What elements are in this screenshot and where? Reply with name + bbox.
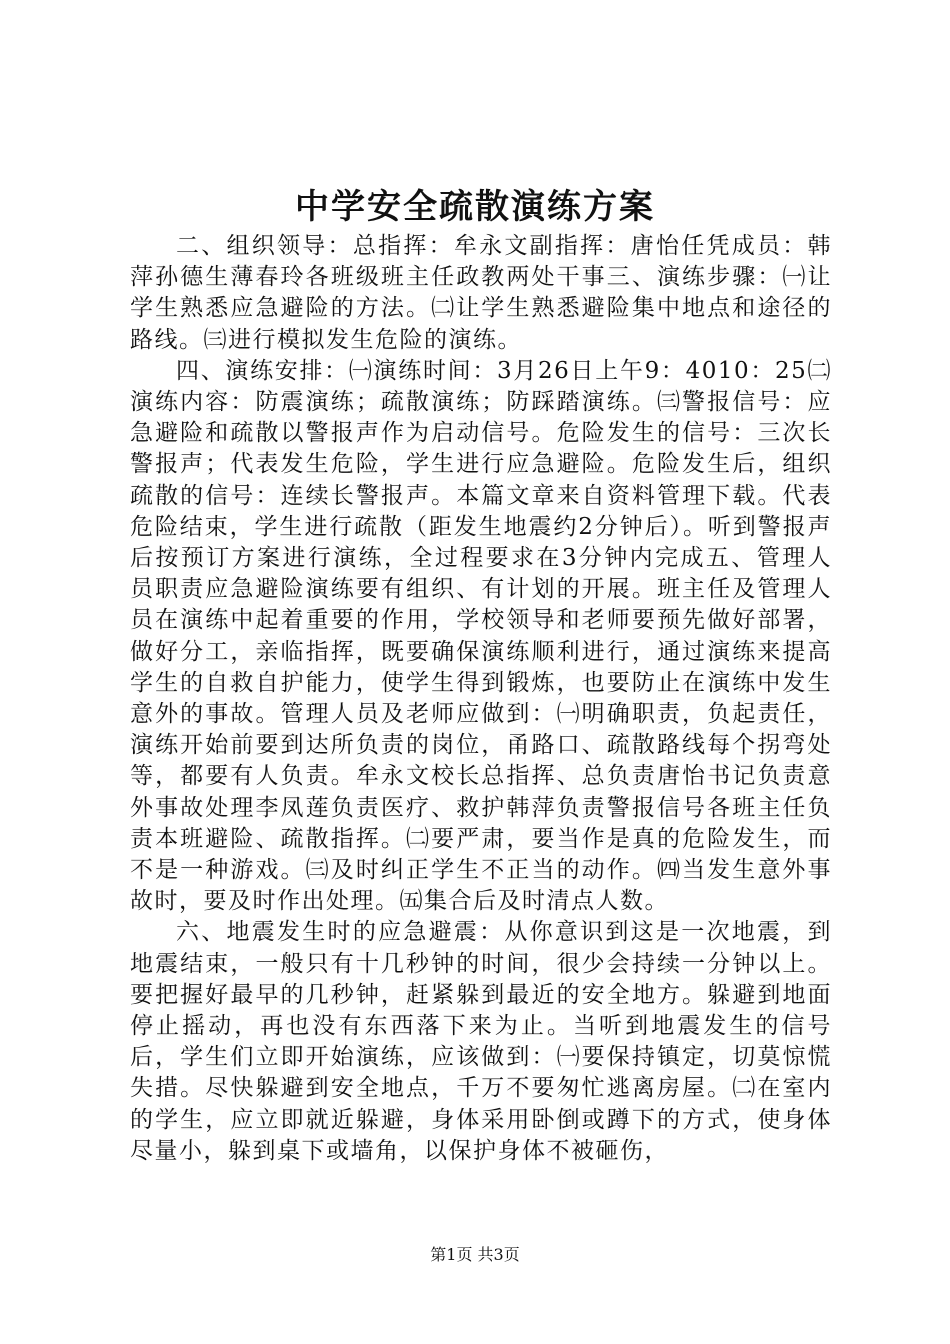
paragraph-earthquake-response: 六、地震发生时的应急避震：从你意识到这是一次地震，到地震结束，一般只有十几秒钟的时间，很少会持续一分钟以上。要把握好最早的几秒钟，赶紧躲到最近的安全地方。躲避到地面停止摇动，再也没有东西落下来为止。当听到地震发生的信号后，学生们立即开始演练，应该做到：㈠要保持镇定，切莫惊慌失措。尽快躲避到安全地点，千万不要匆忙逃离房屋。㈡在室内的学生，应立即就近躲避，身体采用卧倒或蹲下的方式，使身体尽量小，躲到桌下或墙角，以保护身体不被砸伤， xyxy=(130,919,832,1164)
document-body xyxy=(130,231,832,1167)
paragraph-drill-arrangement: 四、演练安排：㈠演练时间：3月26日上午9：4010：25㈡演练内容：防震演练；疏散演练；防踩踏演练。㈢警报信号：应急避险和疏散以警报声作为启动信号。危险发生的信号：三次长警报声；代表发生危险，学生进行应急避险。危险发生后，组织疏散的信号：连续长警报声。本篇文章来自资料管理下载。代表危险结束，学生进行疏散（距发生地震约2分钟后）。听到警报声后按预订方案进行演练，全过程要求在3分钟内完成五、管理人员职责应急避险演练要有组织、有计划的开展。班主任及管理人员在演练中起着重要的作用，学校领导和老师要预先做好部署，做好分工，亲临指挥，既要确保演练顺利进行，通过演练来提高学生的自救自护能力，使学生得到锻炼，也要防止在演练中发生意外的事故。管理人员及老师应做到：㈠明确职责，负起责任，演练开始前要到达所负责的岗位，甬路口、疏散路线每个拐弯处等，都要有人负责。牟永文校长总指挥、总负责唐怡书记负责意外事故处理李凤莲负责医疗、救护韩萍负责警报信号各班主任负责本班避险、疏散指挥。㈡要严肃，要当作是真的危险发生，而不是一种游戏。㈢及时纠正学生不正当的动作。㈣当发生意外事故时，要及时作出处理。㈤集合后及时清点人数。 xyxy=(130,357,832,915)
paragraph-organization: 二、组织领导：总指挥：牟永文副指挥：唐怡任凭成员：韩萍孙德生薄春玲各班级班主任政教两处干事三、演练步骤：㈠让学生熟悉应急避险的方法。㈡让学生熟悉避险集中地点和途径的路线。㈢进行模拟发生危险的演练。 xyxy=(130,233,832,353)
document-title: 中学安全疏散演练方案 xyxy=(295,187,655,227)
page-footer: 第1页 共3页 xyxy=(430,1245,520,1264)
